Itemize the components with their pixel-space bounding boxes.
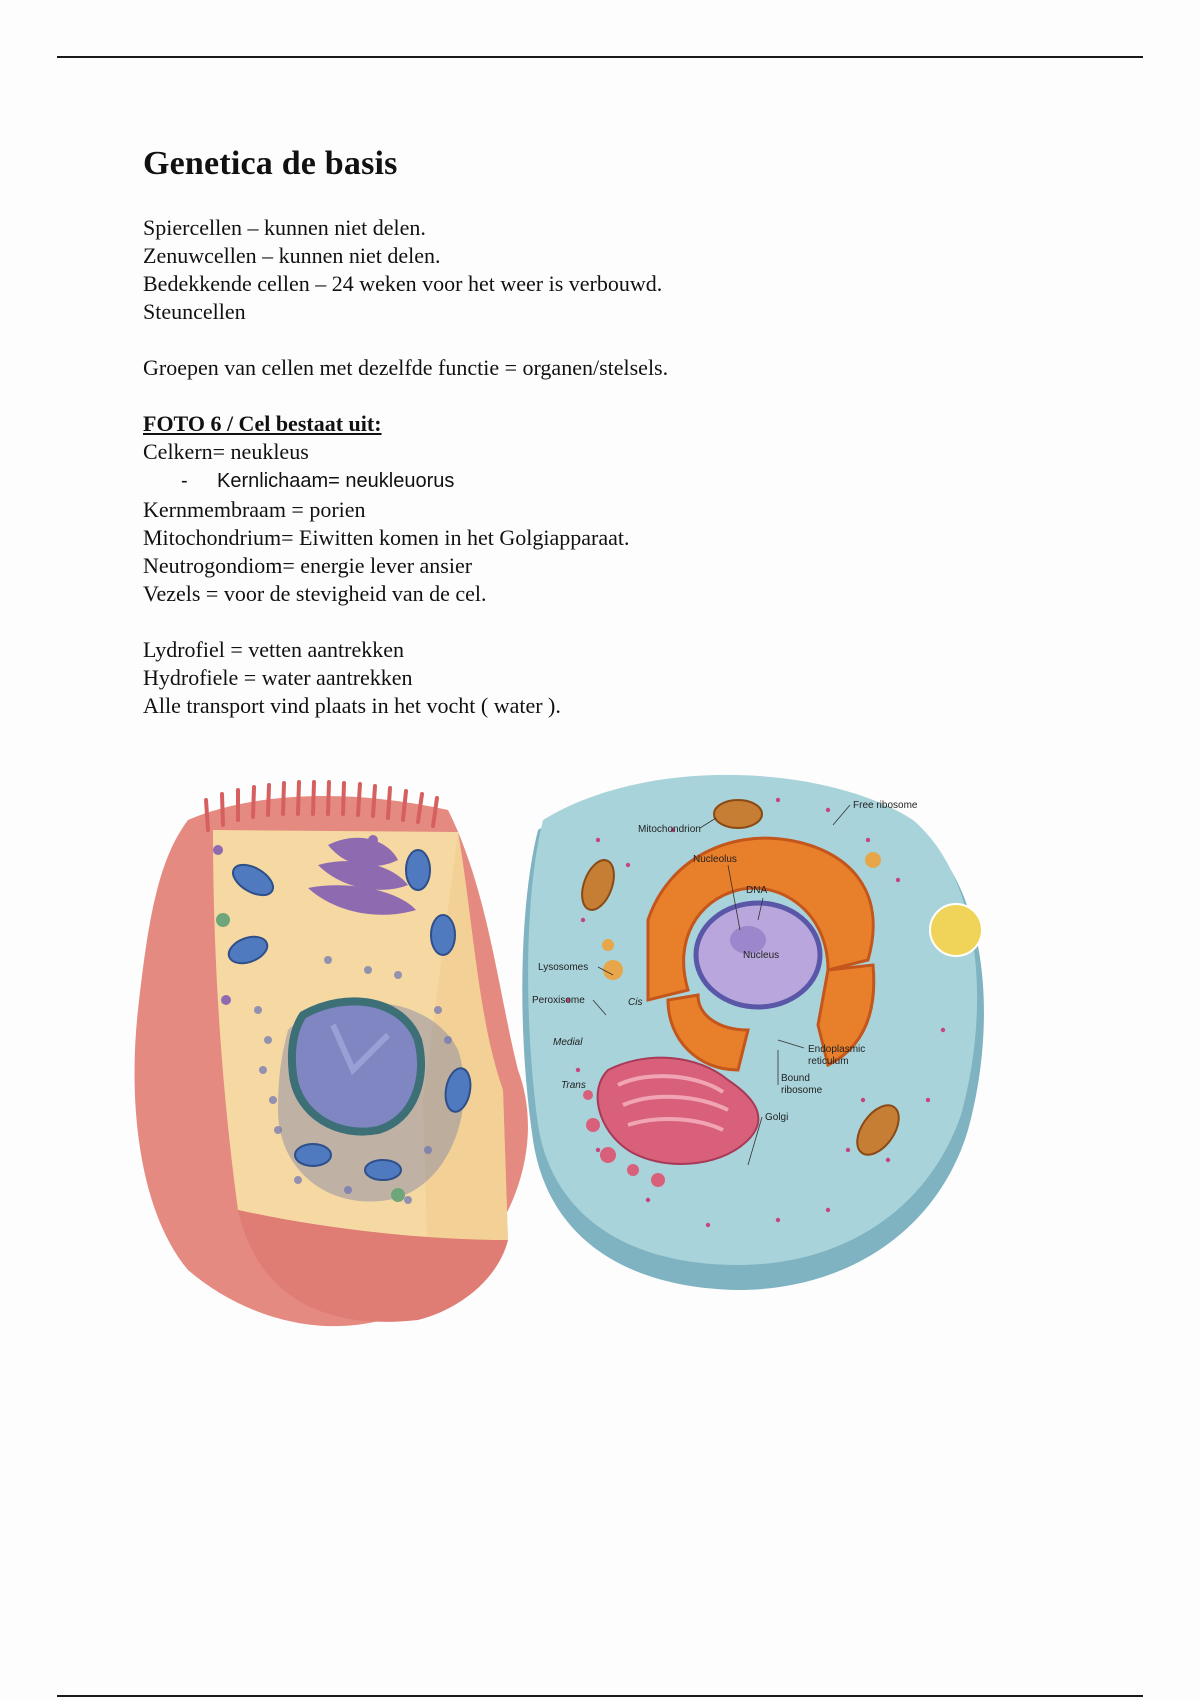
- label-lysosomes: Lysosomes: [538, 962, 589, 973]
- section-heading: FOTO 6 / Cel bestaat uit:: [143, 411, 382, 436]
- cell-figures: [128, 770, 1048, 1350]
- transport-line: Alle transport vind plaats in het vocht ( water ).: [143, 693, 561, 718]
- cell-type-line: Steuncellen: [143, 299, 246, 324]
- cell-type-line: Bedekkende cellen – 24 weken voor het weer is verbouwd.: [143, 271, 663, 296]
- label-golgi: Golgi: [765, 1112, 789, 1123]
- cell-part-line: Celkern= neukleus: [143, 439, 309, 464]
- cell-type-line: Spiercellen – kunnen niet delen.: [143, 215, 426, 240]
- cell-part-line: Kernmembraam = porien: [143, 497, 366, 522]
- label-er-line2: reticulum: [808, 1056, 849, 1067]
- cell-part-line: Vezels = voor de stevigheid van de cel.: [143, 581, 487, 606]
- label-nucleolus: Nucleolus: [693, 854, 737, 865]
- label-medial: Medial: [553, 1037, 583, 1048]
- label-bound-line2: ribosome: [781, 1085, 823, 1096]
- page-content: [143, 142, 1103, 720]
- label-peroxisome: Peroxisome: [532, 995, 585, 1006]
- page-title: Genetica de basis: [143, 145, 398, 182]
- label-nucleus: Nucleus: [743, 950, 780, 961]
- transport-line: Hydrofiele = water aantrekken: [143, 665, 413, 690]
- sub-bullet: [143, 466, 1103, 496]
- bottom-rule: [57, 1695, 1143, 1697]
- cell-illustrations: [128, 770, 1048, 1350]
- cell-type-line: Zenuwcellen – kunnen niet delen.: [143, 243, 441, 268]
- label-er-line1: Endoplasmic: [808, 1044, 866, 1055]
- transport-line: Lydrofiel = vetten aantrekken: [143, 637, 405, 662]
- cell-part-line: Mitochondrium= Eiwitten komen in het Golgiapparaat.: [143, 525, 630, 550]
- label-dna: DNA: [746, 885, 768, 896]
- cell-types-list: [143, 214, 1103, 720]
- label-free-ribosome: Free ribosome: [853, 800, 918, 811]
- groups-line: Groepen van cellen met dezelfde functie = organen/stelsels.: [143, 355, 669, 380]
- epithelial-cell-illustration: [135, 782, 528, 1326]
- sub-bullet-text: Kernlichaam= neukleuorus: [217, 470, 455, 492]
- label-mitochondrion: Mitochondrion: [638, 824, 701, 835]
- cell-part-line: Neutrogondiom= energie lever ansier: [143, 553, 473, 578]
- bullet-dash: -: [181, 470, 188, 492]
- label-cis: Cis: [628, 997, 643, 1008]
- top-rule: [57, 56, 1143, 58]
- label-bound-line1: Bound: [781, 1073, 810, 1084]
- animal-cell-illustration: [522, 775, 984, 1290]
- label-trans: Trans: [561, 1080, 586, 1091]
